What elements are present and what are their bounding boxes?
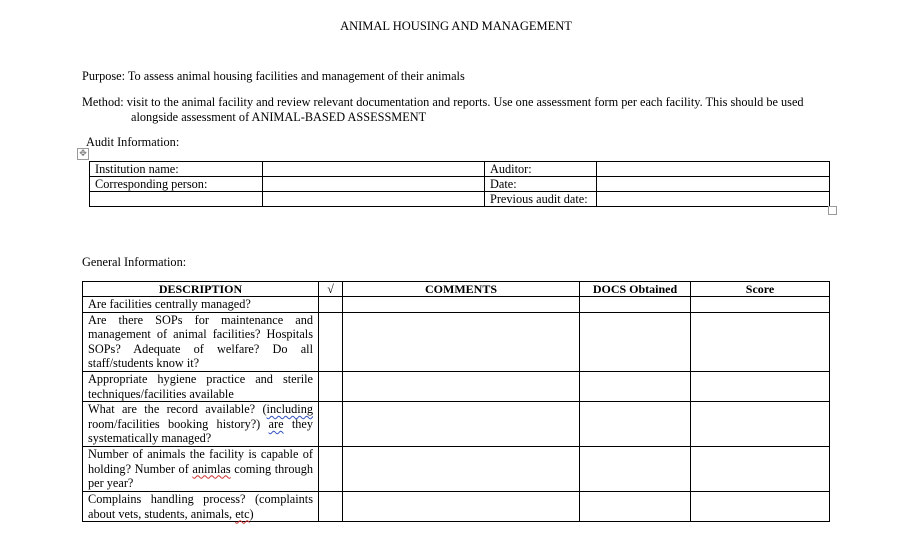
table-move-handle-icon[interactable]: ✥ bbox=[77, 148, 89, 160]
text-run: coming through per year? bbox=[88, 461, 313, 491]
check-cell[interactable] bbox=[319, 446, 343, 491]
auditor-field[interactable] bbox=[597, 162, 830, 177]
audit-row bbox=[90, 177, 830, 192]
table-row bbox=[83, 312, 830, 371]
check-cell[interactable] bbox=[319, 312, 343, 371]
docs-obtained-cell[interactable] bbox=[580, 446, 691, 491]
check-cell[interactable] bbox=[319, 491, 343, 521]
description-cell bbox=[83, 446, 319, 491]
empty-label-cell[interactable] bbox=[90, 192, 263, 207]
description-cell: Are facilities centrally managed? bbox=[83, 297, 319, 313]
purpose-text: Purpose: To assess animal housing facilities and management of their animals bbox=[82, 69, 465, 83]
spelling-flagged-word[interactable]: animlas bbox=[192, 461, 231, 476]
method-text-line2: alongside assessment of ANIMAL-BASED ASSESSMENT bbox=[131, 110, 427, 124]
description-cell: Appropriate hygiene practice and sterile techniques/facilities available bbox=[83, 371, 319, 401]
comments-cell[interactable] bbox=[343, 297, 580, 313]
description-cell: Are there SOPs for maintenance and management of animal facilities? Hospitals SOPs? Adequate of welfare? Do all staff/students know it? bbox=[83, 312, 319, 371]
comments-cell[interactable] bbox=[343, 371, 580, 401]
table-header-row bbox=[83, 282, 830, 297]
empty-value-cell[interactable] bbox=[263, 192, 485, 207]
score-cell[interactable] bbox=[691, 371, 830, 401]
general-information-table bbox=[82, 281, 830, 522]
docs-obtained-cell[interactable] bbox=[580, 371, 691, 401]
institution-name-label: Institution name: bbox=[90, 162, 263, 177]
comments-cell[interactable] bbox=[343, 312, 580, 371]
score-cell[interactable] bbox=[691, 491, 830, 521]
description-cell bbox=[83, 402, 319, 447]
text-run: Complains handling process? (complaints about vets, students, animals, bbox=[88, 491, 313, 521]
table-row bbox=[83, 371, 830, 401]
check-cell[interactable] bbox=[319, 297, 343, 313]
description-cell bbox=[83, 491, 319, 521]
text-run: they systematically managed? bbox=[88, 416, 314, 446]
header-description: DESCRIPTION bbox=[83, 282, 319, 297]
spelling-flagged-word[interactable]: etc bbox=[235, 506, 250, 521]
audit-row bbox=[90, 162, 830, 177]
audit-row bbox=[90, 192, 830, 207]
score-cell[interactable] bbox=[691, 312, 830, 371]
audit-information-table bbox=[89, 161, 830, 207]
docs-obtained-cell[interactable] bbox=[580, 312, 691, 371]
date-field[interactable] bbox=[597, 177, 830, 192]
text-run: room/facilities booking history?) bbox=[88, 416, 269, 431]
table-resize-handle[interactable] bbox=[828, 206, 837, 215]
previous-audit-date-field[interactable] bbox=[597, 192, 830, 207]
grammar-flagged-word[interactable]: including bbox=[266, 402, 313, 417]
text-run: What are the record available? ( bbox=[88, 402, 267, 417]
comments-cell[interactable] bbox=[343, 402, 580, 447]
institution-name-field[interactable] bbox=[263, 162, 485, 177]
table-row bbox=[83, 491, 830, 521]
corresponding-person-label: Corresponding person: bbox=[90, 177, 263, 192]
table-row bbox=[83, 402, 830, 447]
docs-obtained-cell[interactable] bbox=[580, 491, 691, 521]
grammar-flagged-word[interactable]: are bbox=[268, 416, 284, 431]
text-run: Number of animals the facility is capable of holding? Number of bbox=[88, 446, 313, 476]
general-information-heading: General Information: bbox=[82, 255, 187, 269]
document-title: ANIMAL HOUSING AND MANAGEMENT bbox=[340, 19, 572, 33]
method-text-line1: Method: visit to the animal facility and review relevant documentation and reports. Use one assessment form per each facility. This should be used bbox=[82, 95, 804, 109]
previous-audit-date-label: Previous audit date: bbox=[485, 192, 597, 207]
score-cell[interactable] bbox=[691, 402, 830, 447]
header-check: √ bbox=[319, 282, 343, 297]
table-row bbox=[83, 297, 830, 313]
score-cell[interactable] bbox=[691, 446, 830, 491]
header-score: Score bbox=[691, 282, 830, 297]
auditor-label: Auditor: bbox=[485, 162, 597, 177]
date-label: Date: bbox=[485, 177, 597, 192]
check-cell[interactable] bbox=[319, 371, 343, 401]
header-comments: COMMENTS bbox=[343, 282, 580, 297]
comments-cell[interactable] bbox=[343, 491, 580, 521]
docs-obtained-cell[interactable] bbox=[580, 297, 691, 313]
corresponding-person-field[interactable] bbox=[263, 177, 485, 192]
score-cell[interactable] bbox=[691, 297, 830, 313]
text-run: ) bbox=[249, 506, 254, 521]
docs-obtained-cell[interactable] bbox=[580, 402, 691, 447]
check-cell[interactable] bbox=[319, 402, 343, 447]
comments-cell[interactable] bbox=[343, 446, 580, 491]
table-row bbox=[83, 446, 830, 491]
audit-information-heading: Audit Information: bbox=[86, 135, 180, 149]
header-docs-obtained: DOCS Obtained bbox=[580, 282, 691, 297]
